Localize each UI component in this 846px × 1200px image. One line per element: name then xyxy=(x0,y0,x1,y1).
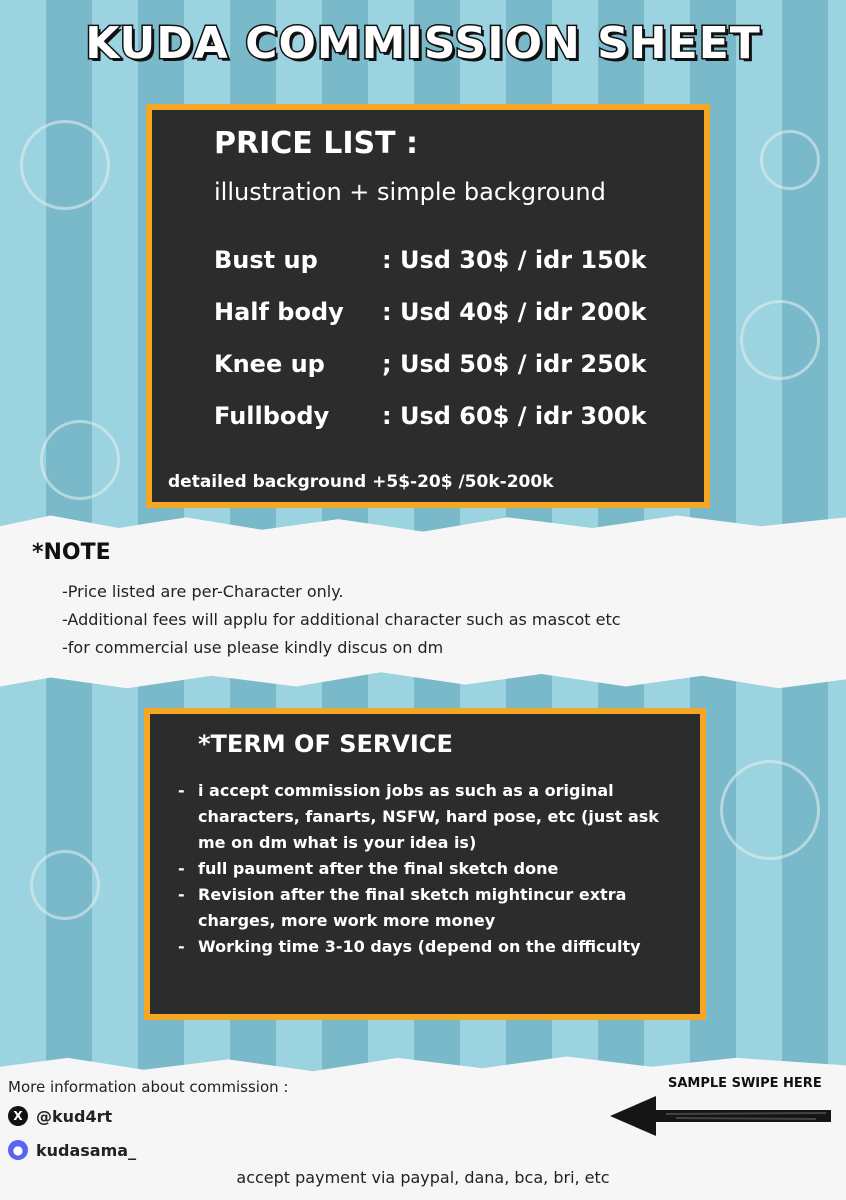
tos-list xyxy=(174,778,684,960)
doodle-circle xyxy=(760,130,820,190)
note-heading: *NOTE xyxy=(32,540,111,565)
tos-item: - Working time 3-10 days (depend on the difficulty xyxy=(174,934,684,960)
left-arrow-icon xyxy=(606,1090,836,1140)
price-list-heading: PRICE LIST : xyxy=(214,126,418,161)
price-row xyxy=(214,350,647,378)
doodle-circle xyxy=(20,120,110,210)
discord-logo-icon: ● xyxy=(8,1140,28,1160)
doodle-circle xyxy=(740,300,820,380)
price-row-value: ; Usd 50$ / idr 250k xyxy=(382,350,647,378)
note-paper xyxy=(0,512,846,690)
note-item: -Additional fees will applu for additional character such as mascot etc xyxy=(62,610,621,629)
doodle-circle xyxy=(720,760,820,860)
note-item: -for commercial use please kindly discus on dm xyxy=(62,638,444,657)
price-row xyxy=(214,246,647,274)
tos-heading: *TERM OF SERVICE xyxy=(198,730,453,758)
doodle-circle xyxy=(30,850,100,920)
price-row-label: Fullbody xyxy=(214,402,330,430)
discord-handle-row[interactable] xyxy=(8,1140,136,1160)
price-row-label: Bust up xyxy=(214,246,318,274)
note-item: -Price listed are per-Character only. xyxy=(62,582,344,601)
contact-info-label: More information about commission : xyxy=(8,1078,289,1096)
page-title: KUDA COMMISSION SHEET xyxy=(85,18,761,69)
swipe-label: SAMPLE SWIPE HERE xyxy=(668,1076,822,1091)
price-row-value: : Usd 40$ / idr 200k xyxy=(382,298,647,326)
payment-methods: accept payment via paypal, dana, bca, bri, etc xyxy=(236,1168,610,1187)
price-list-subtitle: illustration + simple background xyxy=(214,178,606,206)
price-list-footer: detailed background +5$-20$ /50k-200k xyxy=(168,472,554,492)
x-logo-icon: X xyxy=(8,1106,28,1126)
tos-board xyxy=(144,708,706,1020)
doodle-circle xyxy=(40,420,120,500)
price-list-board xyxy=(146,104,710,508)
price-row-label: Half body xyxy=(214,298,344,326)
twitter-handle-row[interactable] xyxy=(8,1106,112,1126)
twitter-handle[interactable]: @kud4rt xyxy=(36,1106,113,1126)
discord-handle[interactable]: kudasama_ xyxy=(36,1140,137,1160)
price-row-label: Knee up xyxy=(214,350,325,378)
price-row xyxy=(214,402,647,430)
tos-item: - full paument after the final sketch done xyxy=(174,856,684,882)
price-row-value: : Usd 60$ / idr 300k xyxy=(382,402,647,430)
tos-item: - i accept commission jobs as such as a original characters, fanarts, NSFW, hard pose, etc (just ask me on dm what is your idea is) xyxy=(174,778,684,856)
price-row xyxy=(214,298,647,326)
tos-item: - Revision after the final sketch mightincur extra charges, more work more money xyxy=(174,882,684,934)
price-row-value: : Usd 30$ / idr 150k xyxy=(382,246,647,274)
